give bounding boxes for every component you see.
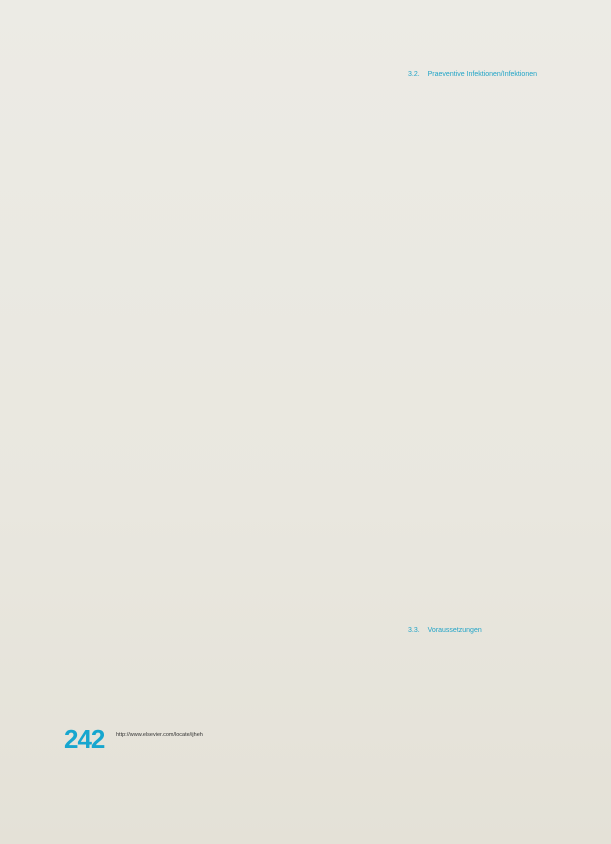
section-number: 3.3. bbox=[408, 627, 420, 634]
page-footer bbox=[64, 724, 534, 754]
text-column-1 bbox=[62, 14, 213, 734]
footer-citation bbox=[116, 732, 536, 740]
page-number: 242 bbox=[64, 724, 105, 754]
text-column-2 bbox=[227, 14, 378, 734]
section-heading-3-2 bbox=[408, 70, 548, 80]
citation-url: http://www.elsevier.com/locate/ijheh bbox=[116, 732, 203, 738]
section-heading-3-3 bbox=[408, 626, 548, 636]
section-title: Voraussetzungen bbox=[427, 627, 482, 634]
section-title: Praeventive Infektionen/Infektionen bbox=[427, 71, 537, 78]
section-number: 3.2. bbox=[408, 71, 420, 78]
